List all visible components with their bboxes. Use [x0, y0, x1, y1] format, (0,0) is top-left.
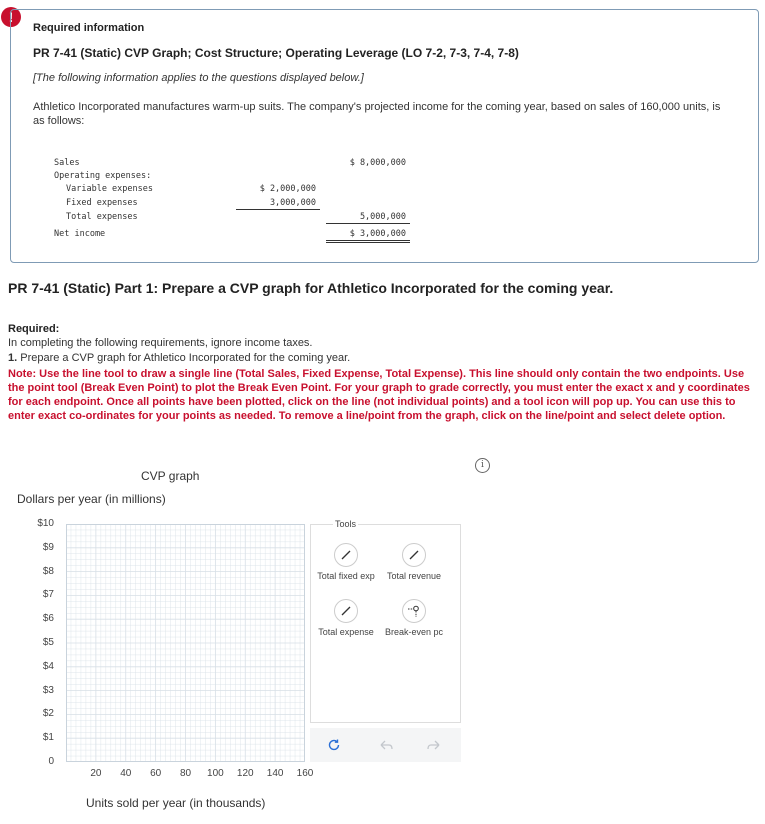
redo-icon[interactable]	[426, 737, 442, 753]
item-text: Prepare a CVP graph for Athletico Incorporated for the coming year.	[17, 352, 351, 364]
part-title: PR 7-41 (Static) Part 1: Prepare a CVP graph for Athletico Incorporated for the coming year.	[8, 280, 614, 296]
y-tick-label: $6	[42, 613, 54, 625]
net-income-label: Net income	[54, 229, 106, 239]
tool-total-fixed-expense[interactable]	[311, 543, 381, 581]
double-underline	[326, 240, 410, 241]
x-tick-label: 80	[179, 768, 192, 779]
info-icon[interactable]: i	[475, 458, 490, 473]
tool-label: Total expense	[318, 627, 374, 637]
x-tick-label: 60	[150, 768, 162, 779]
x-axis-title: Units sold per year (in thousands)	[86, 796, 266, 810]
total-label: Total expenses	[66, 212, 138, 222]
required-label: Required:	[8, 323, 60, 335]
instruction-note: Note: Use the line tool to draw a single line (Total Sales, Fixed Expense, Total Expense). This line should only contain the two endpoints. Use the point tool (Break Even Point) to plot the Break Even Point. For your graph to grade correctly, you must enter the exact x and y coordinates for each endpoint. Once all points have been plotted, click on the line (not individual points) and a tool icon will pop up. You can use this to enter exact co-ordinates for your points as needed. To remove a line/point from the graph, click on the line/point and select delete option.	[8, 368, 750, 422]
y-tick-label: $5	[42, 637, 54, 648]
tools-label: Tools	[335, 519, 357, 529]
income-statement	[44, 145, 404, 240]
point-tool-icon[interactable]	[402, 599, 426, 623]
net-income-value: $ 3,000,000	[349, 229, 406, 239]
required-line-2	[8, 352, 350, 364]
grid	[66, 524, 305, 762]
y-tick-label: $2	[42, 708, 54, 720]
info-heading: Required information	[33, 22, 145, 34]
variable-label: Variable expenses	[66, 184, 153, 194]
tool-total-revenue[interactable]	[379, 543, 449, 581]
fixed-value: 3,000,000	[269, 198, 316, 208]
tool-total-expense[interactable]	[311, 599, 381, 637]
chart-title: CVP graph	[141, 469, 200, 483]
x-tick-label: 20	[90, 768, 102, 779]
tool-label: Break-even pc	[384, 627, 444, 637]
opex-label: Operating expenses:	[54, 171, 152, 181]
variable-value: $ 2,000,000	[259, 184, 316, 194]
underline	[326, 223, 410, 224]
y-tick-label: $10	[37, 518, 54, 529]
total-value: 5,000,000	[359, 212, 406, 222]
alert-icon: !	[1, 7, 21, 27]
sales-label: Sales	[54, 158, 80, 168]
tool-label: Total fixed exp	[317, 571, 375, 581]
required-line-1: In completing the following requirements, ignore income taxes.	[8, 337, 313, 349]
item-number: 1.	[8, 352, 18, 364]
y-tick-label: $8	[42, 565, 54, 577]
sales-value: $ 8,000,000	[349, 158, 406, 168]
line-tool-icon[interactable]	[334, 599, 358, 623]
x-tick-label: 160	[296, 768, 314, 779]
x-tick-label: 100	[207, 768, 224, 779]
line-tool-icon[interactable]	[402, 543, 426, 567]
x-tick-label: 140	[266, 768, 284, 779]
x-tick-label: 40	[120, 768, 132, 779]
y-tick-label: $7	[42, 589, 54, 601]
y-tick-label: $3	[42, 684, 54, 696]
tool-break-even-point[interactable]	[379, 599, 449, 637]
problem-title: PR 7-41 (Static) CVP Graph; Cost Structure; Operating Leverage (LO 7-2, 7-3, 7-4, 7-8)	[33, 46, 519, 60]
y-tick-label: $4	[42, 660, 54, 672]
y-tick-label: 0	[48, 756, 54, 767]
intro-text: Athletico Incorporated manufactures warm-up suits. The company's projected income for the coming year, based on sales of 160,000 units, is as follows:	[33, 101, 721, 127]
graph-actions-bar	[310, 728, 461, 762]
line-tool-icon[interactable]	[334, 543, 358, 567]
fixed-label: Fixed expenses	[66, 198, 138, 208]
double-underline	[326, 242, 410, 243]
y-tick-label: $9	[42, 541, 54, 553]
x-tick-label: 120	[236, 768, 254, 779]
y-tick-label: $1	[42, 732, 54, 744]
tool-label: Total revenue	[386, 571, 442, 581]
undo-icon[interactable]	[378, 737, 394, 753]
italic-note: [The following information applies to the questions displayed below.]	[33, 72, 364, 84]
underline	[236, 209, 320, 210]
reset-icon[interactable]	[326, 737, 342, 753]
y-axis-title: Dollars per year (in millions)	[17, 492, 166, 506]
cvp-plot-area[interactable]	[66, 524, 305, 762]
tools-panel	[310, 519, 461, 723]
